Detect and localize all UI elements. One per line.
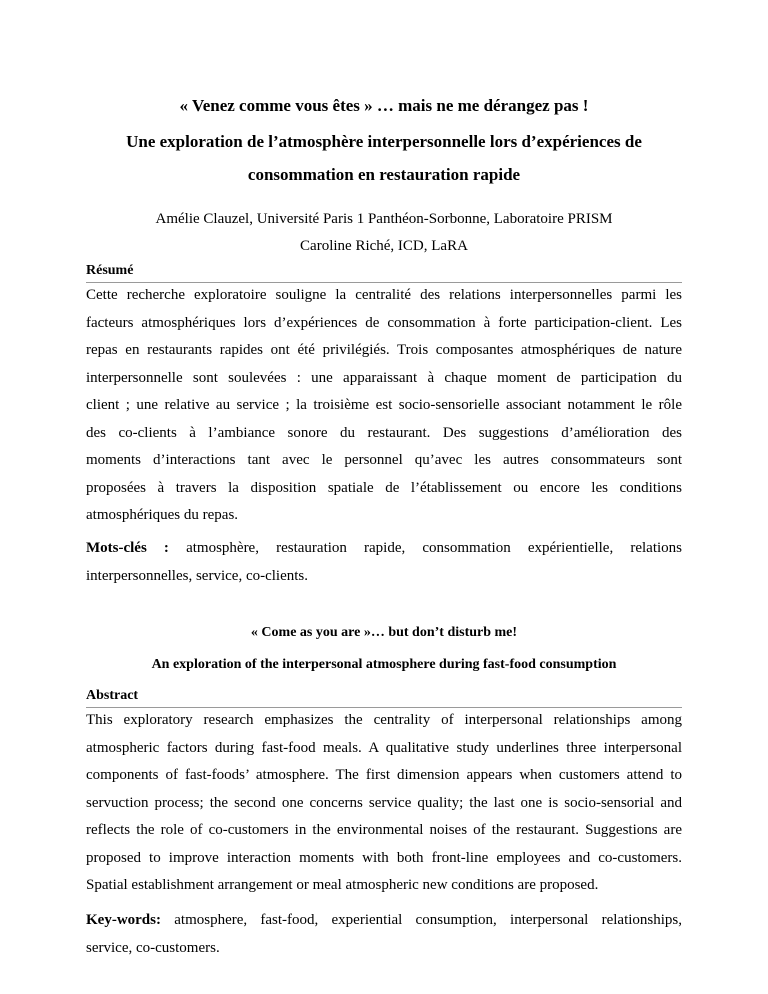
english-title-line-2: An exploration of the interpersonal atmosphere during fast-food consumption [151,657,617,672]
resume-line: facteurs atmosphériques lors d’expériences de consommation à forte participation-client. Les [86,314,682,331]
resume-paragraph [86,282,682,530]
abstract-line: atmospheric factors during fast-food meals. A qualitative study underlines three interpersonal [86,739,682,756]
resume-line: client ; une relative au service ; la troisième est socio-sensorielle associant notamment le rôle [86,397,682,413]
french-title-line-1: « Venez comme vous êtes » … mais ne me dérangez pas ! [179,96,589,115]
abstract-line: components of fast-foods’ atmosphere. The first dimension appears when customers attend to [86,767,682,783]
abstract-line: Spatial establishment arrangement or meal atmospheric new conditions are proposed. [86,877,599,893]
key-words-paragraph [86,907,682,962]
abstract-paragraph [86,707,682,900]
resume-line: des co-clients à l’ambiance sonore du restaurant. Des suggestions d’amélioration des [86,424,682,441]
resume-line: Cette recherche exploratoire souligne la centralité des relations interpersonnelles parmi les [86,287,682,303]
mots-cles-values: atmosphère, restauration rapide, consommation expérientielle, relations [186,540,682,556]
key-words-label: Key-words: [86,912,161,928]
mots-cles-paragraph [86,535,682,590]
abstract-heading: Abstract [86,688,139,703]
key-words-line-2: service, co-customers. [86,939,220,956]
mots-cles-line-2: interpersonnelles, service, co-clients. [86,567,308,584]
abstract-line: servuction process; the second one concerns service quality; the last one is socio-sensorial and [86,794,682,811]
abstract-line: proposed to improve interaction moments with both front-line employees and co-customers. [86,849,682,866]
french-title-line-2: Une exploration de l’atmosphère interpersonnelle lors d’expériences de [126,132,642,151]
resume-line: moments d’interactions tant avec le personnel qu’avec les autres consommateurs sont [86,452,682,468]
mots-cles-label: Mots-clés : [86,540,169,556]
resume-line: proposées à travers la disposition spatiale de l’établissement ou encore les conditions [86,479,682,496]
resume-heading: Résumé [86,263,134,278]
author-2: Caroline Riché, ICD, LaRA [300,238,468,254]
author-1: Amélie Clauzel, Université Paris 1 Panthéon-Sorbonne, Laboratoire PRISM [155,211,613,227]
resume-line: atmosphériques du repas. [86,507,239,523]
abstract-line: This exploratory research emphasizes the centrality of interpersonal relationships among [86,712,682,728]
french-title-line-3: consommation en restauration rapide [247,165,521,184]
key-words-values: atmosphere, fast-food, experiential consumption, interpersonal relationships, [174,912,683,928]
resume-line: repas en restaurants rapides ont été privilégiés. Trois composantes atmosphériques de nature [86,342,682,358]
english-title-line-1: « Come as you are »… but don’t disturb me! [250,625,518,640]
abstract-line: reflects the role of co-customers in the environmental noises of the restaurant. Suggestions are [86,822,682,838]
mots-cles-line-1 [86,535,682,563]
key-words-line-1 [86,907,682,935]
resume-line: interpersonnelle sont soulevées : une apparaissant à chaque moment de participation du [86,369,682,386]
